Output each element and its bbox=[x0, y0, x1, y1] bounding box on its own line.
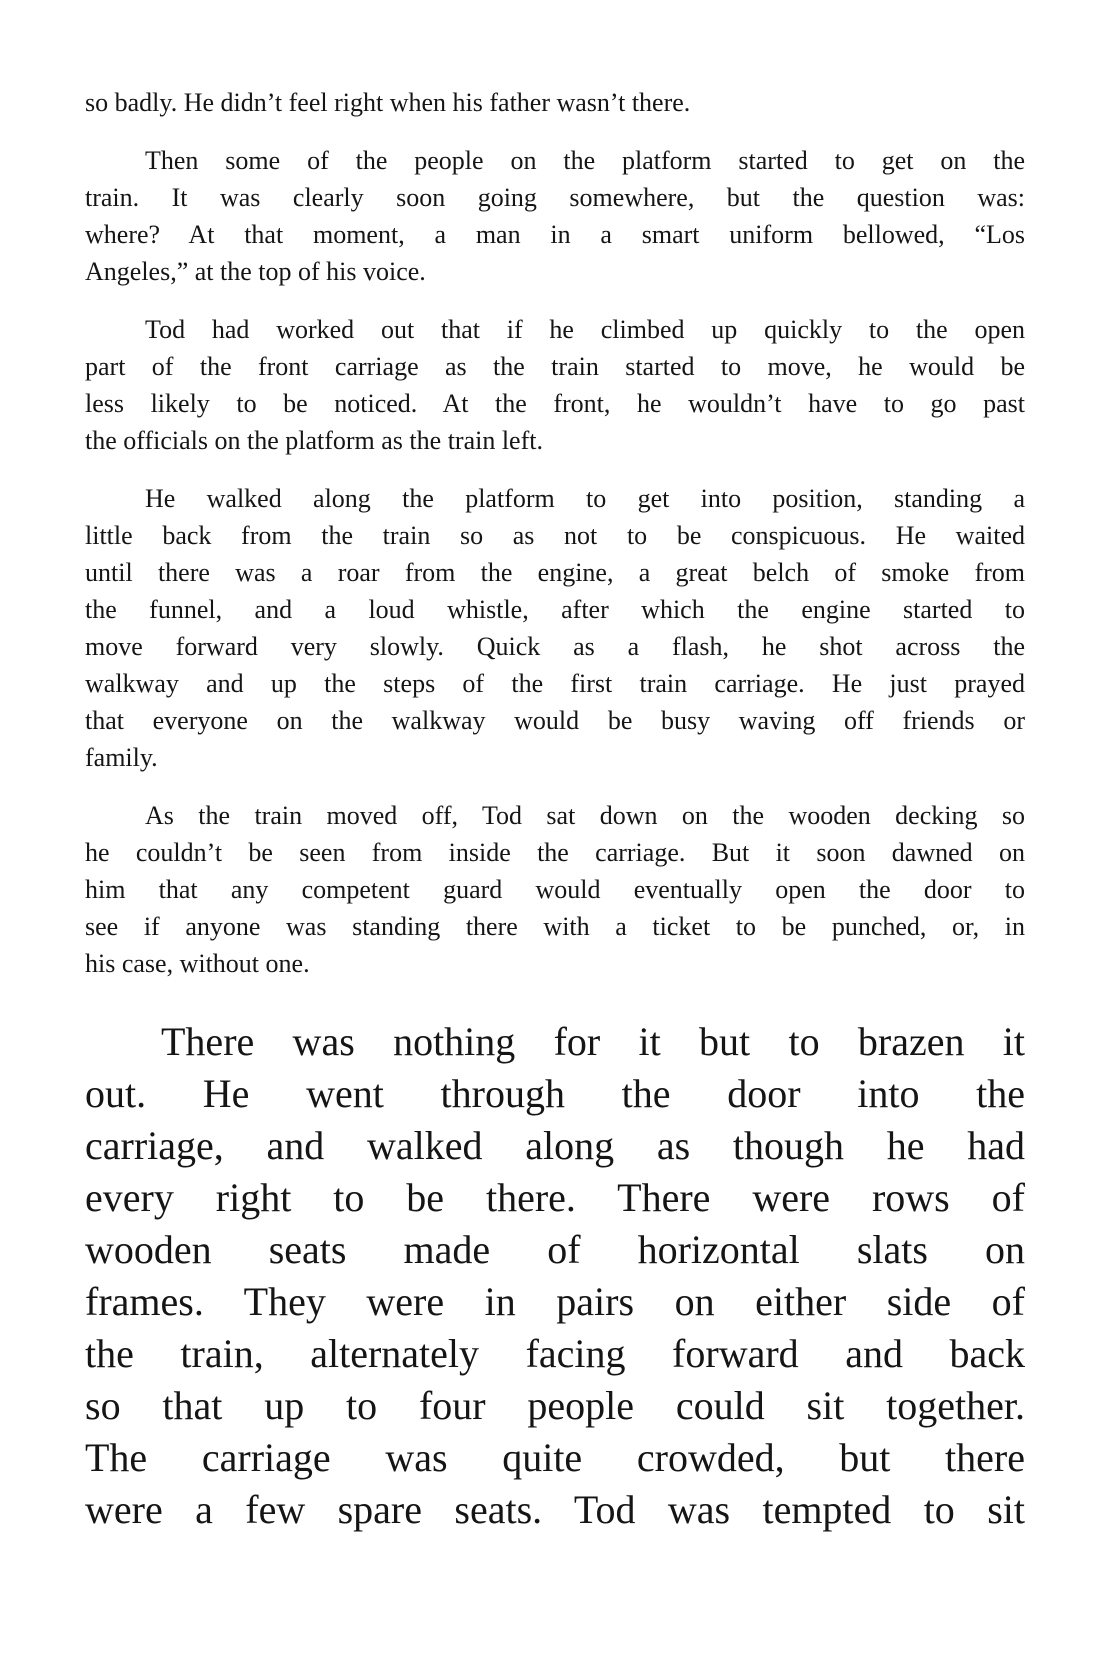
text-line: Then some of the people on the platform started to get on the bbox=[145, 146, 1025, 175]
text-line: until there was a roar from the engine, a great belch of smoke from bbox=[85, 558, 1025, 587]
text-line: wooden seats made of horizontal slats on bbox=[85, 1227, 1025, 1272]
text-line: There was nothing for it but to brazen it bbox=[161, 1019, 1025, 1064]
text-line: the officials on the platform as the train left. bbox=[85, 426, 543, 455]
paragraph bbox=[85, 480, 1025, 776]
text-line: The carriage was quite crowded, but there bbox=[85, 1435, 1025, 1480]
text-line: family. bbox=[85, 743, 158, 772]
text-line: Tod had worked out that if he climbed up quickly to the open bbox=[145, 315, 1025, 344]
text-line: every right to be there. There were rows of bbox=[85, 1175, 1025, 1220]
paragraph bbox=[85, 797, 1025, 982]
text-line: he couldn’t be seen from inside the carriage. But it soon dawned on bbox=[85, 838, 1025, 867]
text-line: where? At that moment, a man in a smart uniform bellowed, “Los bbox=[85, 220, 1025, 249]
text-line: Angeles,” at the top of his voice. bbox=[85, 257, 426, 286]
text-line: less likely to be noticed. At the front, he wouldn’t have to go past bbox=[85, 389, 1025, 418]
paragraph bbox=[85, 311, 1025, 459]
text-line: frames. They were in pairs on either side of bbox=[85, 1279, 1025, 1324]
text-line: the train, alternately facing forward and back bbox=[85, 1331, 1025, 1376]
text-line: were a few spare seats. Tod was tempted to sit bbox=[85, 1487, 1025, 1532]
paragraph bbox=[85, 1016, 1025, 1536]
paragraph bbox=[85, 142, 1025, 290]
text-line: He walked along the platform to get into position, standing a bbox=[145, 484, 1025, 513]
text-line: that everyone on the walkway would be busy waving off friends or bbox=[85, 706, 1025, 735]
text-line: so badly. He didn’t feel right when his father wasn’t there. bbox=[85, 88, 691, 117]
text-line: the funnel, and a loud whistle, after which the engine started to bbox=[85, 595, 1025, 624]
text-line: his case, without one. bbox=[85, 949, 310, 978]
text-line: train. It was clearly soon going somewhere, but the question was: bbox=[85, 183, 1025, 212]
text-line: little back from the train so as not to be conspicuous. He waited bbox=[85, 521, 1025, 550]
text-line: carriage, and walked along as though he had bbox=[85, 1123, 1025, 1168]
paragraph bbox=[85, 84, 1025, 121]
page-text-block bbox=[85, 84, 1025, 1536]
text-line: part of the front carriage as the train started to move, he would be bbox=[85, 352, 1025, 381]
text-line: him that any competent guard would eventually open the door to bbox=[85, 875, 1025, 904]
text-line: so that up to four people could sit together. bbox=[85, 1383, 1025, 1428]
text-line: out. He went through the door into the bbox=[85, 1071, 1025, 1116]
text-line: walkway and up the steps of the first train carriage. He just prayed bbox=[85, 669, 1025, 698]
text-line: see if anyone was standing there with a ticket to be punched, or, in bbox=[85, 912, 1025, 941]
text-line: As the train moved off, Tod sat down on the wooden decking so bbox=[145, 801, 1025, 830]
text-line: move forward very slowly. Quick as a flash, he shot across the bbox=[85, 632, 1025, 661]
